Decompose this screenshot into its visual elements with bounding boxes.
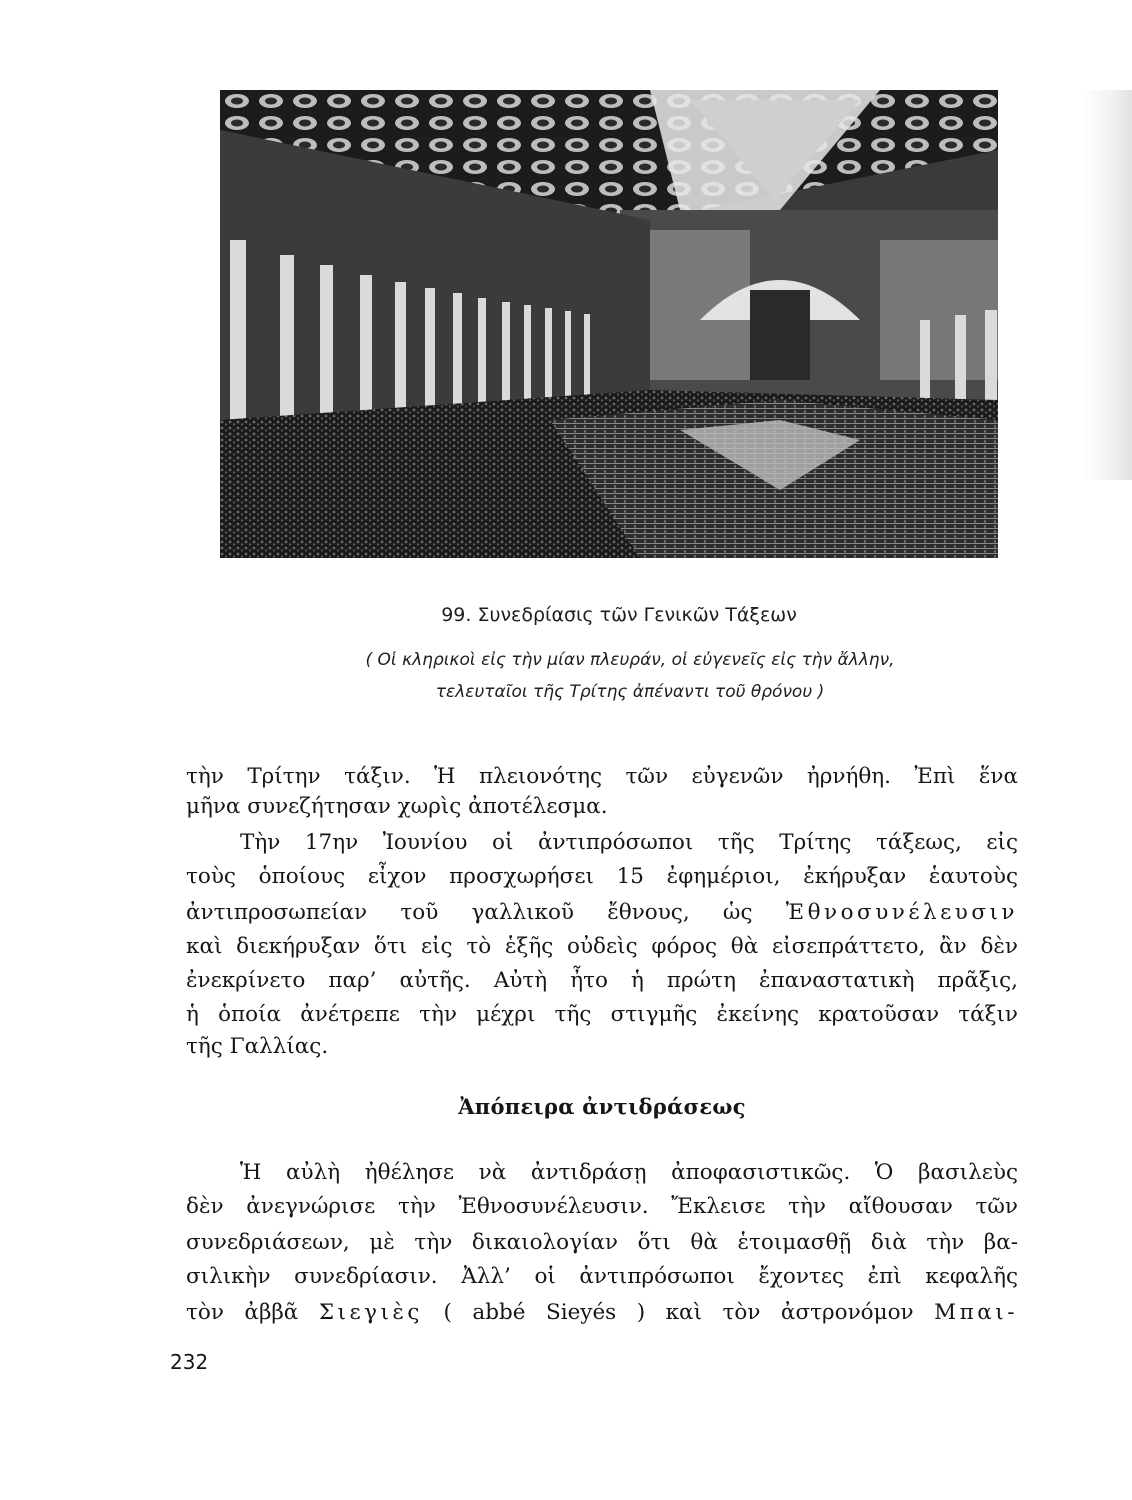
figure-caption-note-line1: ( Οἱ κληρικοὶ εἰς τὴν μίαν πλευράν, οἱ εὐγενεῖς εἰς τὴν ἄλλην, bbox=[365, 650, 895, 670]
body-text-line: καὶ διεκήρυξαν ὅτι εἰς τὸ ἑξῆς οὐδεὶς φόρος θὰ εἰσεπράττετο, ἂν δὲν bbox=[186, 934, 1018, 959]
body-text-line: τὴν Τρίτην τάξιν. Ἡ πλειονότης τῶν εὐγενῶν ἠρνήθη. Ἐπὶ ἕνα bbox=[186, 764, 1018, 789]
body-text-line: Τὴν 17ην Ἰουνίου οἱ ἀντιπρόσωποι τῆς Τρίτης τάξεως, εἰς bbox=[240, 830, 1018, 855]
body-text-line bbox=[186, 898, 1018, 928]
emphasized-name: Μπαι- bbox=[934, 1300, 1018, 1325]
body-text-fragment: τὸν ἀββᾶ bbox=[186, 1300, 299, 1325]
body-text-line bbox=[186, 1298, 1018, 1328]
body-text-fragment: ἀντιπροσωπείαν τοῦ γαλλικοῦ ἔθνους, ὡς bbox=[186, 900, 753, 925]
emphasized-name: Σιεγιὲς bbox=[318, 1300, 423, 1325]
body-text-line: συνεδριάσεων, μὲ τὴν δικαιολογίαν ὅτι θὰ ἑτοιμασθῇ διὰ τὴν βα- bbox=[186, 1230, 1018, 1255]
figure-caption-title: 99. Συνεδρίασις τῶν Γενικῶν Τάξεων bbox=[441, 604, 797, 626]
facing-page-bleed bbox=[1082, 90, 1132, 480]
body-text-line: ἡ ὁποία ἀνέτρεπε τὴν μέχρι τῆς στιγμῆς ἐκείνης κρατοῦσαν τάξιν bbox=[186, 1002, 1018, 1027]
body-text-line: σιλικὴν συνεδρίασιν. Ἀλλ’ οἱ ἀντιπρόσωποι ἔχοντες ἐπὶ κεφαλῆς bbox=[186, 1264, 1018, 1289]
body-text-line: Ἡ αὐλὴ ἠθέλησε νὰ ἀντιδράσῃ ἀποφασιστικῶς. Ὁ βασιλεὺς bbox=[240, 1160, 1018, 1185]
page-number: 232 bbox=[170, 1350, 209, 1374]
body-text-line: ἐνεκρίνετο παρ’ αὐτῆς. Αὐτὴ ἦτο ἡ πρώτη ἐπαναστατικὴ πρᾶξις, bbox=[186, 968, 1018, 993]
body-text-line: μῆνα συνεζήτησαν χωρὶς ἀποτέλεσμα. bbox=[186, 794, 608, 819]
emphasized-term: Ἐθνοσυνέλευσιν bbox=[785, 900, 1018, 925]
body-text-fragment: ( abbé Sieyés ) καὶ τὸν ἀστρονόμον bbox=[443, 1300, 914, 1325]
figure-caption-note-line2: τελευταῖοι τῆς Τρίτης ἀπέναντι τοῦ θρόνου ) bbox=[435, 682, 825, 702]
body-text-line: τοὺς ὁποίους εἶχον προσχωρήσει 15 ἐφημέριοι, ἐκήρυξαν ἑαυτοὺς bbox=[186, 864, 1018, 889]
body-text-line: δὲν ἀνεγνώρισε τὴν Ἐθνοσυνέλευσιν. Ἔκλεισε τὴν αἴθουσαν τῶν bbox=[186, 1194, 1018, 1219]
section-heading: Ἀπόπειρα ἀντιδράσεως bbox=[458, 1094, 746, 1119]
body-text-line: τῆς Γαλλίας. bbox=[186, 1034, 329, 1059]
estates-general-engraving bbox=[220, 90, 998, 558]
